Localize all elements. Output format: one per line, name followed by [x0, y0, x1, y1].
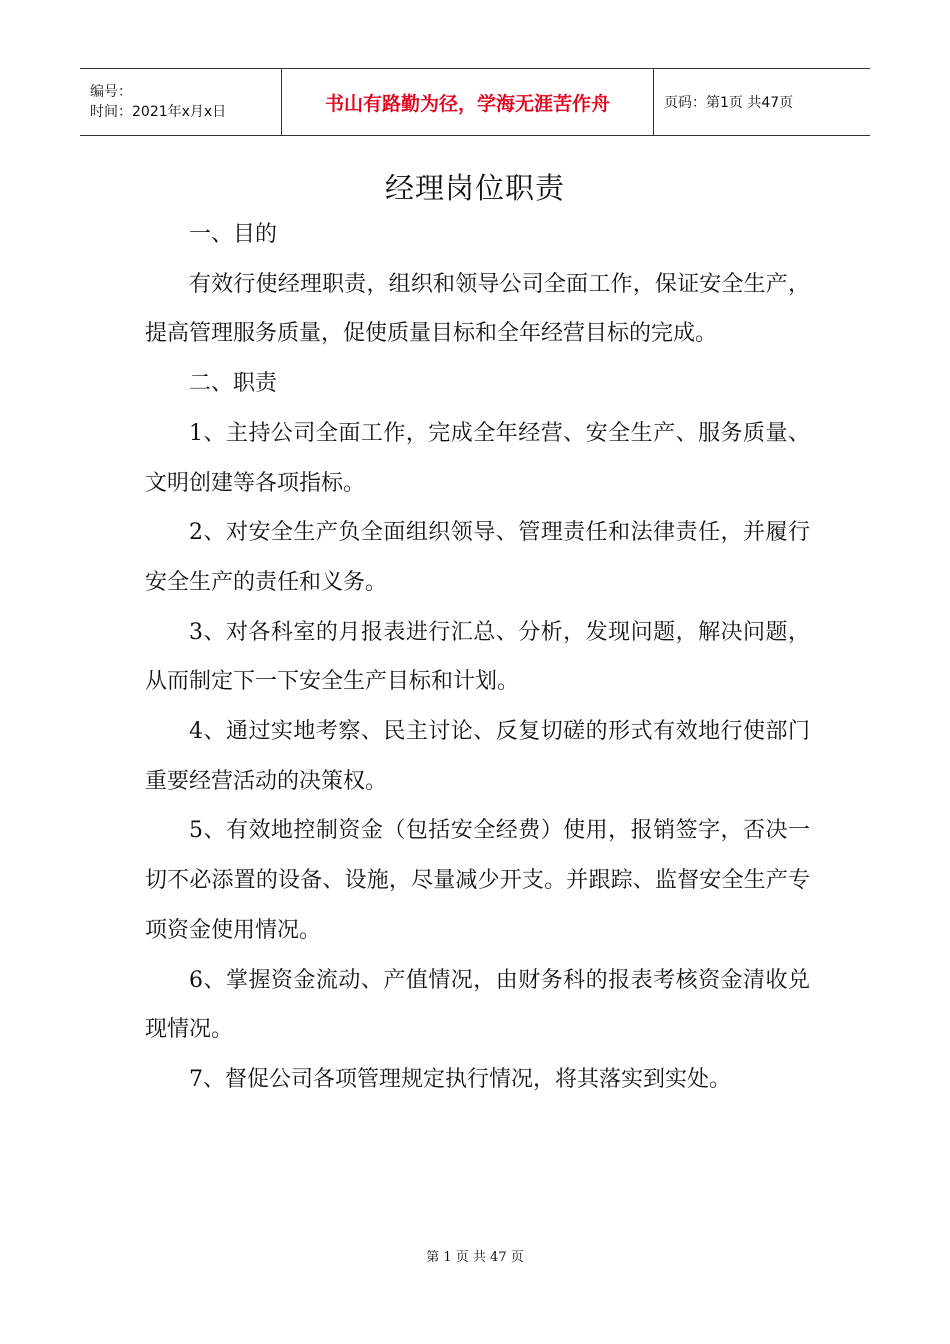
duty-item: 7、督促公司各项管理规定执行情况，将其落实到实处。: [189, 1066, 731, 1092]
section-heading-purpose: 一、目的: [189, 222, 278, 247]
duty-item: 6、掌握资金流动、产值情况，由财务科的报表考核资金清收兑现情况。: [145, 967, 810, 1043]
header-page-info: 页码：第1页 共47页: [664, 95, 794, 111]
header-motto-cell: [282, 69, 654, 135]
header-page-info-cell: [654, 69, 870, 135]
doc-number-label: 编号：: [90, 84, 132, 100]
duty-item: 2、对安全生产负全面组织领导、管理责任和法律责任，并履行安全生产的责任和义务。: [145, 520, 810, 595]
document-body: [145, 210, 810, 1105]
section-heading-duties: 二、职责: [189, 371, 278, 397]
header-motto: 书山有路勤为径，学海无涯苦作舟: [324, 92, 610, 115]
page-header: [80, 68, 870, 136]
page-footer: 第 1 页 共 47 页: [426, 1250, 524, 1265]
document-title: 经理岗位职责: [384, 171, 565, 205]
duty-item: 3、对各科室的月报表进行汇总、分析，发现问题，解决问题，从而制定下一下安全生产目标和计划。: [145, 619, 810, 695]
paragraph: 有效行使经理职责，组织和领导公司全面工作，保证安全生产，提高管理服务质量，促使质量目标和全年经营目标的完成。: [145, 271, 810, 347]
duty-item: 4、通过实地考察、民主讨论、反复切磋的形式有效地行使部门重要经营活动的决策权。: [145, 719, 810, 794]
duty-item: 5、有效地控制资金（包括安全经费）使用，报销签字，否决一切不必添置的设备、设施，尽量减少开支。并跟踪、监督安全生产专项资金使用情况。: [145, 818, 810, 943]
duty-item: 1、主持公司全面工作，完成全年经营、安全生产、服务质量、文明创建等各项指标。: [145, 420, 810, 496]
doc-time-label: 时间：2021年x月x日: [90, 104, 227, 120]
header-meta: [80, 69, 282, 135]
